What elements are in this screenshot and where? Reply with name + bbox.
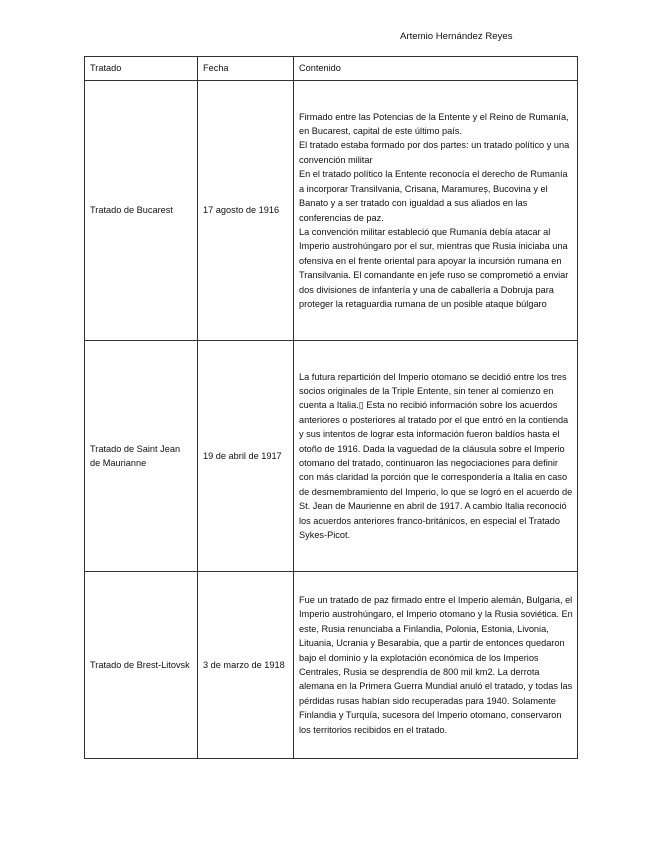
cell-fecha: 3 de marzo de 1918 [198,572,294,759]
header-tratado: Tratado [85,57,198,81]
table-row [85,341,578,572]
header-contenido: Contenido [294,57,578,81]
content-paragraph: En el tratado político la Entente reconocía el derecho de Rumanía a incorporar Transilvania, Crisana, Maramureș, Bucovina y el Banato y a ser tratado con igualdad a sus aliados en las conferencias de paz. [299,169,568,223]
cell-tratado: Tratado de Saint Jean de Maurianne [85,341,198,572]
header-fecha: Fecha [198,57,294,81]
content-paragraph: La futura repartición del Imperio otomano se decidió entre los tres socios originales de la Triple Entente, sin tener al comienzo en cuenta a Italia.▯ Esta no recibió información sobre los acuerdos anteriores o posteriores al tratado por el que entró en la contienda y sus intentos de lograr esta información fueron baldíos hasta el otoño de 1916. Dada la vaguedad de la cláusula sobre el Imperio otomano del tratado, continuaron las negociaciones para definir con más claridad la porción que le correspondería a Italia en caso de desmembramiento del Imperio, lo que se logró en el acuerdo de St. Jean de Maurienne en abril de 1917. A cambio Italia reconoció los acuerdos anteriores franco-británicos, en especial el Tratado Sykes-Picot. [299,371,573,541]
table-row [85,81,578,341]
cell-tratado: Tratado de Bucarest [85,81,198,341]
table-row [85,572,578,759]
table-header-row [85,57,578,81]
content-paragraph: El tratado estaba formado por dos partes: un tratado político y una convención militar [299,140,570,165]
document-author: Artemio Hernández Reyes [400,31,513,42]
cell-fecha: 17 agosto de 1916 [198,81,294,341]
cell-tratado: Tratado de Brest-Litovsk [85,572,198,759]
cell-contenido [294,81,578,341]
cell-contenido [294,341,578,572]
content-paragraph: La convención militar estableció que Rumanía debía atacar al Imperio austrohúngaro por el sur, mientras que Rusia iniciaba una ofensiva en el frente oriental para apoyar la incursión rumana en Transilvania. El comandante en jefe ruso se comprometió a enviar dos divisiones de infantería y una de caballería a Dobruja para proteger la retaguardia rumana de un posible ataque búlgaro [299,226,569,309]
cell-fecha: 19 de abril de 1917 [198,341,294,572]
content-paragraph: Fue un tratado de paz firmado entre el Imperio alemán, Bulgaria, el Imperio austrohúngaro, el Imperio otomano y la Rusia soviética. En este, Rusia renunciaba a Finlandia, Polonia, Estonia, Livonia, Lituania, Ucrania y Besarabia, que a partir de entonces quedaron bajo el dominio y la explotación económica de los Imperios Centrales, Rusia se desprendía de 800 mil km2. La derrota alemana en la Primera Guerra Mundial anuló el tratado, y todas las pérdidas rusas habían sido recuperadas para 1940. Solamente Finlandia y Turquía, sucesora del Imperio otomano, conservaron los territorios recibidos en el tratado. [299,594,573,735]
treaties-table [84,56,578,759]
cell-contenido [294,572,578,759]
content-paragraph: Firmado entre las Potencias de la Entente y el Reino de Rumanía, en Bucarest, capital de este último país. [299,111,569,137]
